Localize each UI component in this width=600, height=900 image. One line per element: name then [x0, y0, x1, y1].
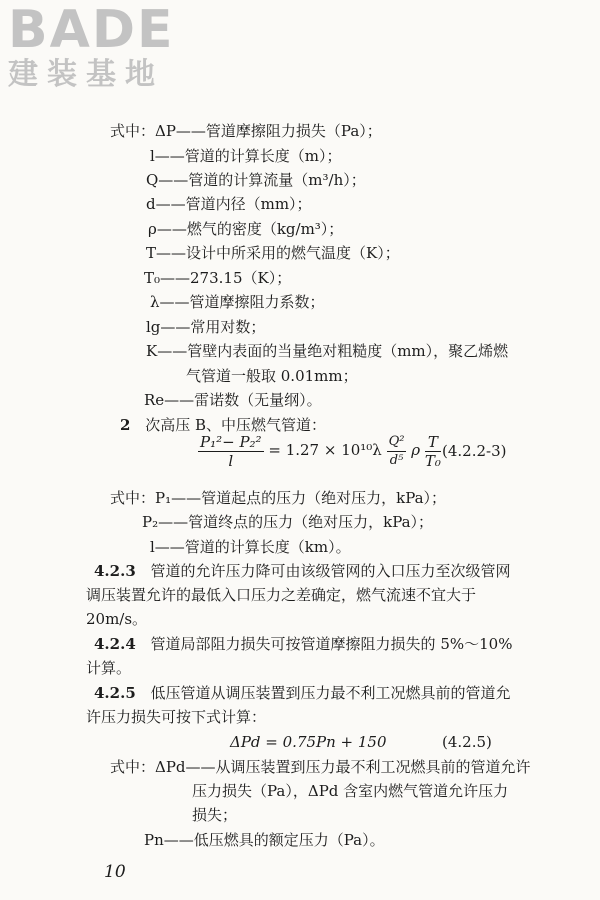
item-2-text: 次高压 B、中压燃气管道：: [145, 416, 327, 434]
eq1-t-numerator: T: [425, 433, 441, 452]
where-re: Re——雷诺数（无量纲）。: [144, 391, 322, 409]
eq1-q-fraction: [387, 433, 407, 470]
equation-4-2-5: ΔPd = 0.75Pn + 150: [230, 733, 387, 751]
eq1-t-denominator: T₀: [424, 451, 441, 470]
where-delta-pd-cont-2: 损失；: [192, 806, 238, 824]
logo-brand: BADE: [8, 0, 175, 60]
eq1-t-fraction: [425, 433, 441, 470]
clause-4-2-5-text-2: 许压力损失可按下式计算：: [86, 708, 267, 726]
where-delta-pd-cont-1: 压力损失（Pa），ΔPd 含室内燃气管道允许压力: [192, 782, 509, 800]
clause-4-2-3-text-3: 20m/s。: [86, 610, 148, 628]
clause-4-2-5-text-1: 低压管道从调压装置到压力最不利工况燃具前的管道允: [150, 684, 511, 702]
where-t: T——设计中所采用的燃气温度（K）；: [146, 244, 400, 262]
eq1-rho: ρ: [411, 441, 421, 459]
where-k-cont: 气管道一般取 0.01mm；: [186, 367, 358, 385]
clause-4-2-4: [94, 634, 512, 654]
clause-4-2-5-number: 4.2.5: [94, 684, 136, 702]
clause-4-2-4-number: 4.2.4: [94, 635, 136, 653]
clause-4-2-4-text-2: 计算。: [86, 659, 132, 677]
clause-4-2-3-number: 4.2.3: [94, 562, 136, 580]
where-lg: lg——常用对数；: [146, 318, 266, 336]
logo-subtitle: 建装基地: [8, 57, 164, 92]
where-t0: T₀——273.15（K）；: [144, 269, 292, 287]
eq1-lhs-denominator: l: [228, 451, 234, 470]
eq1-middle: = 1.27 × 10¹⁰λ: [268, 441, 382, 459]
eq1-lhs-fraction: [198, 433, 264, 470]
where-delta-p: 式中：ΔP——管道摩擦阻力损失（Pa）；: [110, 122, 382, 140]
where-d: d——管道内径（mm）；: [146, 195, 312, 213]
where-rho: ρ——燃气的密度（kg/m³）；: [148, 220, 344, 238]
clause-4-2-3-text-2: 调压装置允许的最低入口压力之差确定，燃气流速不宜大于: [86, 586, 477, 604]
item-2-number: 2: [120, 416, 131, 434]
equation-number-4-2-2-3: (4.2.2-3): [442, 442, 507, 460]
equation-4-2-2-3: [198, 432, 441, 470]
where-l: l——管道的计算长度（m）；: [150, 147, 342, 165]
logo: [8, 0, 175, 92]
eq1-q-denominator: d⁵: [389, 452, 404, 468]
where-l-km: l——管道的计算长度（km）。: [150, 538, 351, 556]
where-q: Q——管道的计算流量（m³/h）；: [146, 171, 366, 189]
where-p2: P₂——管道终点的压力（绝对压力，kPa）；: [142, 513, 434, 531]
where-k: K——管壁内表面的当量绝对粗糙度（mm），聚乙烯燃: [146, 342, 509, 360]
clause-4-2-3: [94, 561, 511, 581]
where-lambda: λ——管道摩擦阻力系数；: [150, 293, 325, 311]
page-number: 10: [104, 862, 126, 882]
eq1-lhs-numerator: P₁²− P₂²: [200, 432, 262, 451]
eq1-q-numerator: Q²: [387, 433, 407, 452]
clause-4-2-3-text-1: 管道的允许压力降可由该级管网的入口压力至次级管网: [150, 562, 511, 580]
where-pn: Pn——低压燃具的额定压力（Pa）。: [144, 831, 385, 849]
where-p1: 式中：P₁——管道起点的压力（绝对压力，kPa）；: [110, 489, 447, 507]
clause-4-2-5: [94, 683, 511, 703]
where-delta-pd: 式中：ΔPd——从调压装置到压力最不利工况燃具前的管道允许: [110, 758, 531, 776]
equation-number-4-2-5: (4.2.5): [442, 733, 492, 751]
clause-4-2-4-text-1: 管道局部阻力损失可按管道摩擦阻力损失的 5%～10%: [150, 635, 513, 653]
